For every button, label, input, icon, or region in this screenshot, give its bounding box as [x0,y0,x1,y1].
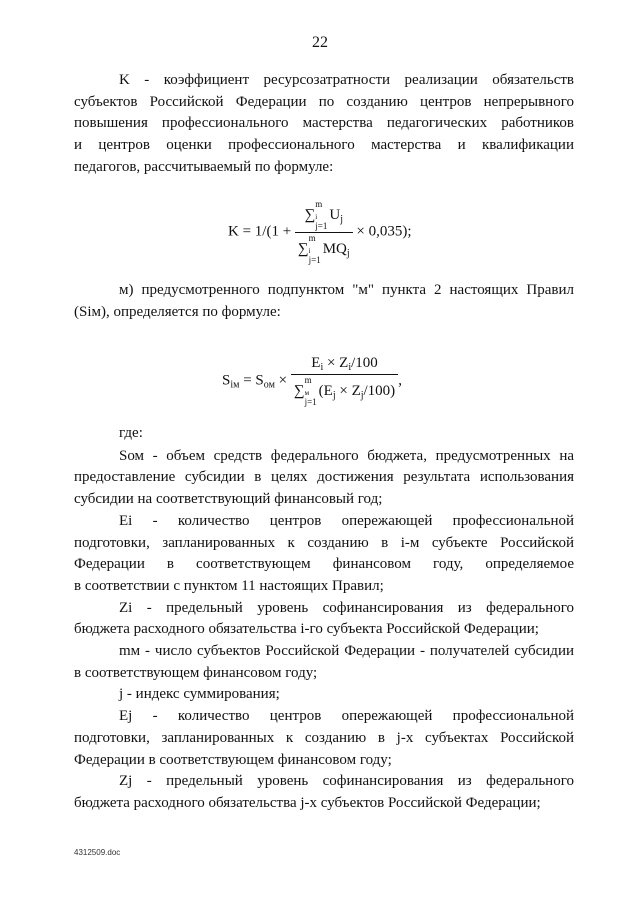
sum-limits [309,234,321,265]
definition-line: Sом - объем средств федерального бюджета, предусмотренных на [119,447,574,464]
var-s-om-sub: ом [263,379,275,391]
definition-line: mм - число субъектов Российской Федерации - получателей субсидии [119,643,574,660]
sum-upper: m [315,199,323,209]
var-s-om: S [255,372,264,389]
formula-s [222,355,402,407]
formula-k-lhs: K = 1/(1 + [228,223,292,240]
page-number: 22 [312,34,328,51]
var-z: × Z [323,355,349,371]
sum-upper: m [304,375,312,385]
definition-line: j - индекс суммирования; [119,686,280,703]
definition-line: подготовки, запланированных к созданию в j-х субъектах Российской [74,729,574,746]
item-m-paragraph [74,280,574,323]
definition-line: Zj - предельный уровень софинансирования из федерального [119,773,574,790]
var-e-sub: i [320,362,324,373]
definition-line: предоставление субсидии в целях достижения результата использования [74,469,574,486]
times-sign: × [274,372,291,389]
definition-line: в соответствующем финансовом году; [74,664,318,681]
formula-s-numerator [291,355,398,375]
sum-symbol: ∑ [304,206,316,223]
var-z-sub: j [360,389,364,401]
k-definition-paragraph [74,70,574,179]
definition-m-m [74,641,574,684]
sum-upper: m [308,232,316,243]
sum-symbol: ∑ [293,382,305,399]
definition-line: бюджета расходного обязательства j-х субъектов Российской Федерации; [74,794,541,811]
definition-line: в соответствии с пунктом 11 настоящих Правил; [74,577,384,594]
var-z: × Z [335,382,361,399]
equals-sign: = [239,372,256,389]
definition-line: Федерации в соответствующем финансовом году; [74,751,392,768]
sum-lower: j=1 [304,396,317,407]
var-mq-sub: j [346,247,350,259]
definition-e-j [74,706,574,771]
sum-upper-sub: i [315,212,318,221]
definition-line: Zi - предельный уровень софинансирования из федерального [119,599,574,616]
item-m-line: м) предусмотренного подпунктом "м" пункта 2 настоящих Правил [119,282,574,298]
definition-line: бюджета расходного обязательства i-го субъекта Российской Федерации; [74,621,539,638]
var-e: (E [318,382,333,399]
var-z-sub: i [348,362,352,373]
formula-k-numerator [295,200,353,233]
comma: , [398,372,402,389]
where-label: где: [119,425,143,441]
formula-k-rhs: × 0,035); [356,223,412,240]
var-e-sub: j [332,389,336,401]
definition-line: субсидии на соответствующий финансовый год; [74,491,383,508]
sum-symbol: ∑ [297,240,309,257]
definition-z-j [74,771,574,814]
divide-100: /100) [363,382,396,399]
sum-lower: j=1 [315,220,328,231]
document-id: 4312509.doc [74,848,121,857]
k-definition-line: и центров оценки профессионального мастерства и квалификации [74,137,574,154]
sum-limits [315,200,327,231]
k-definition-line: субъектов Российской Федерации по созданию центров непрерывного [74,93,574,110]
definition-z-i [74,598,574,641]
k-definition-line: K - коэффициент ресурсозатратности реализации обязательств [119,72,574,88]
sum-lower: j=1 [308,254,321,265]
k-definition-line: повышения профессионального мастерства педагогических работников [74,115,574,132]
definition-line: Ei - количество центров опережающей профессиональной [119,512,574,529]
var-s: S [222,372,231,389]
definition-s-om [74,446,574,511]
sum-upper-sub: м [304,388,310,397]
sum-limits [305,376,317,407]
formula-k-denominator [295,233,353,265]
sum-upper-sub: i [308,246,311,255]
definition-line: Ej - количество центров опережающей профессиональной [119,708,574,725]
definition-j [74,684,574,706]
definition-line: подготовки, запланированных к созданию в i-м субъекте Российской [74,534,574,551]
formula-k [228,200,412,265]
item-m-line: (Sім), определяется по формуле: [74,303,281,320]
var-u: U [329,206,341,223]
var-mq: MQ [322,240,347,257]
definition-e-i [74,511,574,598]
definition-line: Федерации в соответствующем финансовом году, определяемое [74,556,574,573]
var-e: E [311,355,321,371]
k-definition-line: педагогов, рассчитываемый по формуле: [74,158,334,175]
var-u-sub: j [340,213,343,225]
formula-s-denominator [291,375,398,407]
divide-100: /100 [351,355,378,371]
definitions-block [74,423,574,815]
formula-s-fraction [291,355,398,407]
formula-k-fraction [295,200,353,265]
var-s-sub: iм [230,379,240,391]
